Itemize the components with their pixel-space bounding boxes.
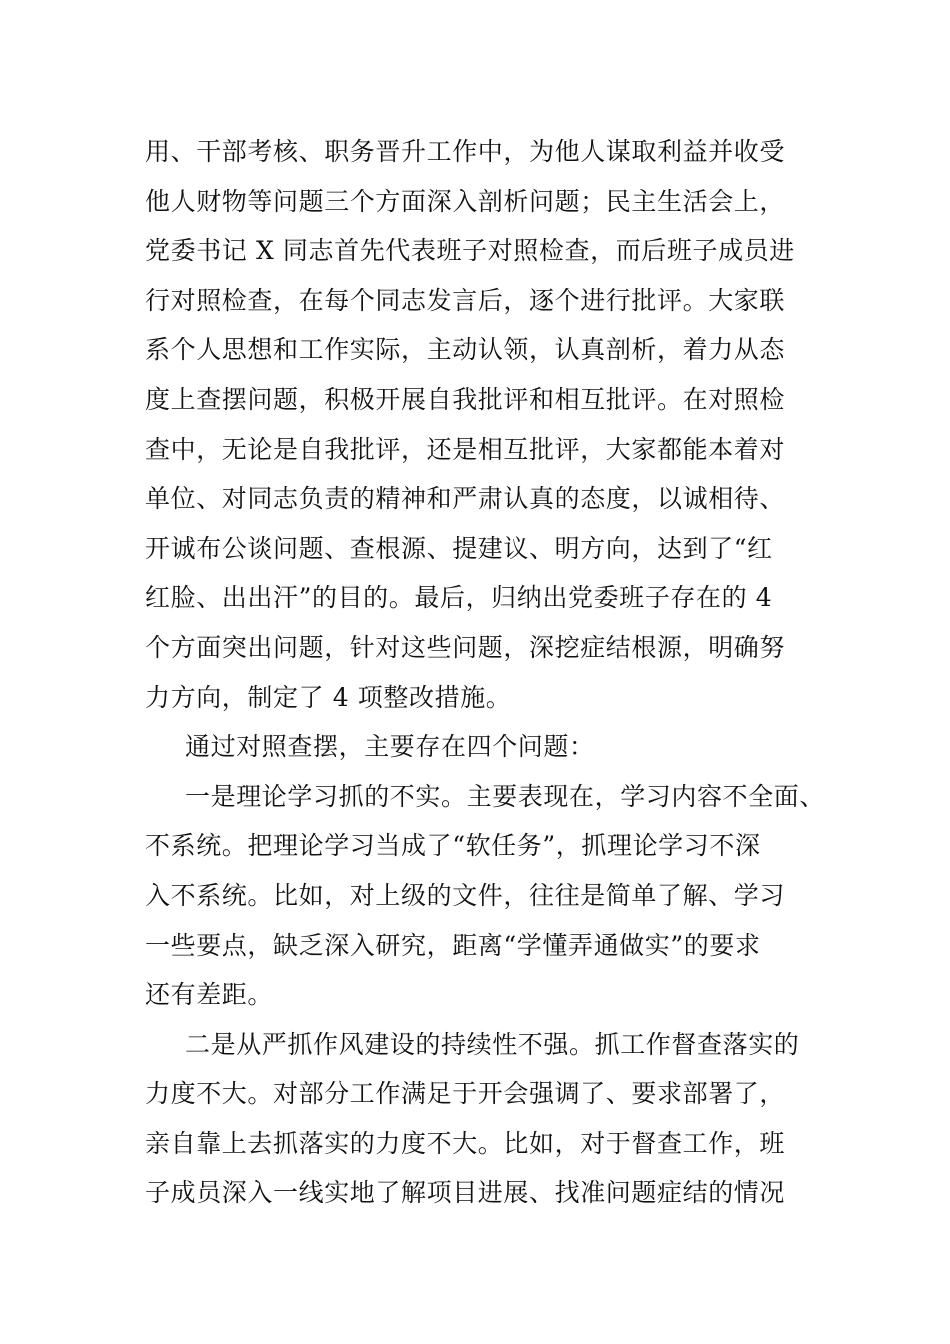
text-line: 开诚布公谈问题、查根源、提建议、明方向，达到了“红	[145, 533, 773, 563]
document-body	[145, 127, 835, 1218]
paragraph-first-line: 二是从严抓作风建设的持续性不强。抓工作督查落实的	[185, 1029, 800, 1059]
text-line: 入不系统。比如，对上级的文件，往往是简单了解、学习	[145, 880, 786, 910]
text-line: 单位、对同志负责的精神和严肃认真的态度，以诚相待、	[145, 484, 786, 514]
text-line: 一些要点，缺乏深入研究，距离“学懂弄通做实”的要求	[145, 930, 761, 960]
text-line: 用、干部考核、职务晋升工作中，为他人谋取利益并收受	[145, 137, 786, 166]
text-line: 查中，无论是自我批评，还是相互批评，大家都能本着对	[145, 434, 786, 464]
text-line: 红脸、出出汗”的目的。最后，归纳出党委班子存在的 4	[145, 583, 773, 613]
text-line: 个方面突出问题，针对这些问题，深挖症结根源，明确努	[145, 632, 786, 662]
text-line: 他人财物等问题三个方面深入剖析问题；民主生活会上，	[145, 186, 786, 216]
paragraph-first-line: 通过对照查摆，主要存在四个问题：	[185, 732, 595, 762]
text-line: 力度不大。对部分工作满足于开会强调了、要求部署了，	[145, 1079, 786, 1109]
text-line: 系个人思想和工作实际，主动认领，认真剖析，着力从态	[145, 335, 786, 365]
text-line: 党委书记 X 同志首先代表班子对照检查，而后班子成员进	[145, 236, 795, 266]
text-line: 力方向，制定了 4 项整改措施。	[145, 682, 512, 712]
text-line: 度上查摆问题，积极开展自我批评和相互批评。在对照检	[145, 384, 786, 414]
text-line: 还有差距。	[145, 980, 274, 1010]
text-line: 子成员深入一线实地了解项目进展、找准问题症结的情况	[145, 1178, 786, 1208]
text-line: 行对照检查，在每个同志发言后，逐个进行批评。大家联	[145, 285, 786, 315]
text-line: 亲自靠上去抓落实的力度不大。比如，对于督查工作，班	[145, 1128, 786, 1158]
paragraph-first-line: 一是理论学习抓的不实。主要表现在，学习内容不全面、	[185, 781, 826, 811]
text-line: 不系统。把理论学习当成了“软任务”，抓理论学习不深	[145, 831, 761, 861]
